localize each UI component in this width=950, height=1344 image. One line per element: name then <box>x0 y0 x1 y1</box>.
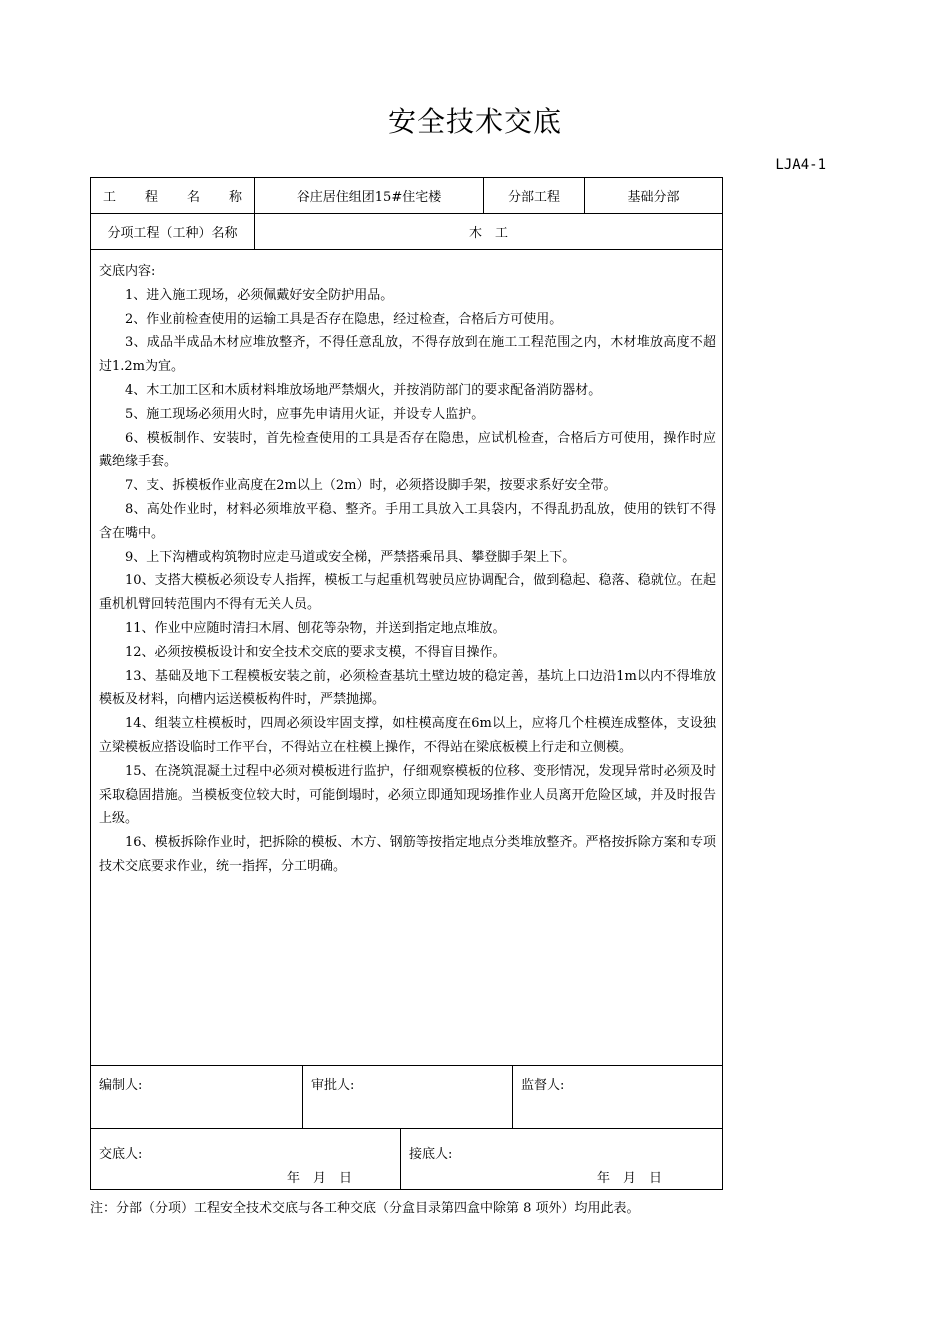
form-code: LJA4-1 <box>775 157 826 173</box>
content-item: 9、上下沟槽或构筑物时应走马道或安全梯，严禁搭乘吊具、攀登脚手架上下。 <box>125 549 576 565</box>
row-divider <box>91 1128 722 1129</box>
division-label: 分部工程 <box>507 190 560 205</box>
row-divider <box>91 249 722 250</box>
content-heading: 交底内容: <box>99 264 156 279</box>
discloser-date: 年 月 日 <box>287 1171 353 1186</box>
row-divider <box>91 1065 722 1066</box>
content-item: 7、支、拆模板作业高度在2m以上（2m）时，必须搭设脚手架，按要求系好安全带。 <box>125 478 617 494</box>
footnote: 注：分部（分项）工程安全技术交底与各工种交底（分盒目录第四盒中除第 8 项外）均用此表。 <box>90 1201 640 1216</box>
col-divider <box>400 1128 401 1190</box>
content-item: 12、必须按模板设计和安全技术交底的要求支模，不得盲目操作。 <box>125 644 506 660</box>
subitem-label: 分项工程（工种）名称 <box>107 226 238 241</box>
col-divider <box>512 1065 513 1128</box>
receiver-date: 年 月 日 <box>597 1171 663 1186</box>
content-item: 1、进入施工现场，必须佩戴好安全防护用品。 <box>125 287 394 303</box>
project-name-label: 工 程 名 称 <box>103 190 242 205</box>
disclosure-content <box>99 260 716 879</box>
approver-label: 审批人: <box>311 1078 355 1093</box>
content-item: 15、在浇筑混凝土过程中必须对模板进行监护，仔细观察模板的位移、变形情况，发现异常时必须及时采取稳固措施。当模板变位较大时，可能倒塌时，必须立即通知现场推作业人员离开危险区域，并及时报告上级。 <box>99 763 716 827</box>
content-item: 6、模板制作、安装时，首先检查使用的工具是否存在隐患，应试机检查，合格后方可使用，操作时应戴绝缘手套。 <box>99 430 716 470</box>
content-item: 2、作业前检查使用的运输工具是否存在隐患，经过检查，合格后方可使用。 <box>125 311 563 327</box>
compiler-label: 编制人: <box>99 1078 143 1093</box>
supervisor-label: 监督人: <box>521 1078 565 1093</box>
receiver-label: 接底人: <box>409 1147 453 1162</box>
content-item: 10、支搭大模板必须设专人指挥，模板工与起重机驾驶员应协调配合，做到稳起、稳落、稳就位。在起重机机臂回转范围内不得有无关人员。 <box>99 573 716 613</box>
content-item: 3、成品半成品木材应堆放整齐，不得任意乱放，不得存放到在施工工程范围之内，木材堆放高度不超过1.2m为宜。 <box>99 335 716 375</box>
content-item: 8、高处作业时，材料必须堆放平稳、整齐。手用工具放入工具袋内，不得乱扔乱放，使用的铁钉不得含在嘴中。 <box>99 501 716 541</box>
discloser-label: 交底人: <box>99 1147 143 1162</box>
disclosure-form <box>90 177 723 1190</box>
page-title: 安全技术交底 <box>387 105 562 138</box>
col-divider <box>302 1065 303 1128</box>
content-item: 13、基础及地下工程模板安装之前，必须检查基坑土壁边坡的稳定善，基坑上口边沿1m以内不得堆放模板及材料，向槽内运送模板构件时，严禁抛掷。 <box>99 668 716 708</box>
division-value: 基础分部 <box>627 190 680 205</box>
content-item: 5、施工现场必须用火时，应事先申请用火证，并设专人监护。 <box>125 406 485 422</box>
project-name-value: 谷庄居住组团15#住宅楼 <box>296 190 442 205</box>
subitem-value: 木 工 <box>468 226 508 241</box>
content-item: 14、组装立柱模板时，四周必须设牢固支撑，如柱模高度在6m以上，应将几个柱模连成整体，支设独立梁模板应搭设临时工作平台，不得站立在柱模上操作，不得站在梁底板模上行走和立侧模。 <box>99 716 716 755</box>
content-item: 16、模板拆除作业时，把拆除的模板、木方、钢筋等按指定地点分类堆放整齐。严格按拆除方案和专项技术交底要求作业，统一指挥，分工明确。 <box>99 835 716 874</box>
content-item: 4、木工加工区和木质材料堆放场地严禁烟火，并按消防部门的要求配备消防器材。 <box>125 382 602 398</box>
content-item: 11、作业中应随时清扫木屑、刨花等杂物，并送到指定地点堆放。 <box>125 620 506 636</box>
